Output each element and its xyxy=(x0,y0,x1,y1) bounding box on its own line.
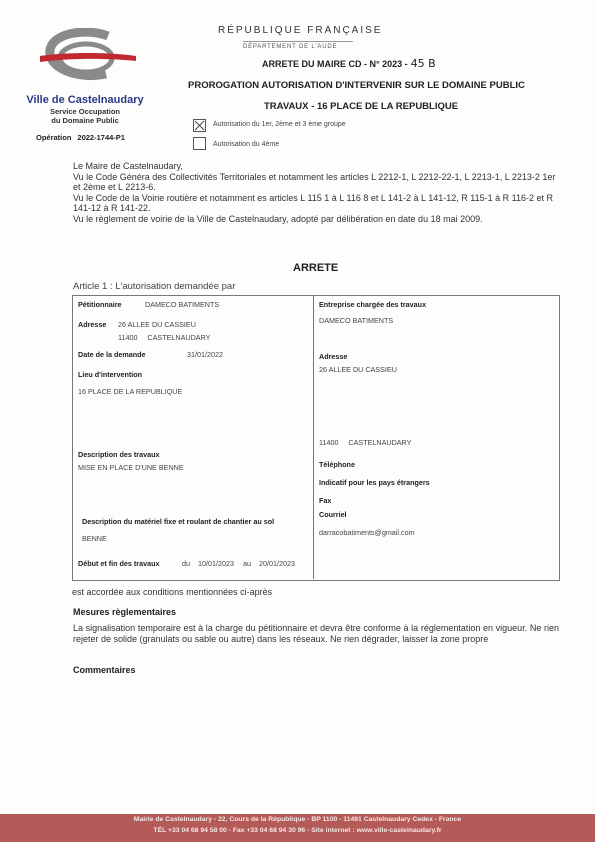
date-demande-value: 31/01/2022 xyxy=(187,350,223,359)
preamble-line: Vu le Code Généra des Collectivités Territoriales et notamment les articles L 2212-1, L 2212-22-1, L 2213-1, L 2213-2 1er et 2ème et L 2213-6. xyxy=(73,171,556,192)
courriel-label: Courriel xyxy=(319,510,347,519)
operation-label: Opération xyxy=(36,133,72,142)
date-demande-label: Date de la demande xyxy=(78,350,146,359)
indicatif-label: Indicatif pour les pays étrangers xyxy=(319,478,430,487)
lieu-label: Lieu d'intervention xyxy=(78,370,143,379)
service-line-2: du Domaine Public xyxy=(51,116,119,125)
department-heading: DÉPARTEMENT DE L'AUDE xyxy=(243,44,338,50)
checkbox-group-4[interactable] xyxy=(193,137,206,150)
adresse-line-2: 11400 CASTELNAUDARY xyxy=(118,333,211,342)
preamble xyxy=(73,161,563,224)
preamble-line: Vu le Code de la Voirie routière et notamment es articles L 115 1 à L 116 8 et L 141-2 à L 141-12, R 115-1 à R 116-2 et R 141-12 à R 141-22. xyxy=(73,192,553,213)
description-value: MISE EN PLACE D'UNE BENNE xyxy=(78,463,184,472)
form-column-divider xyxy=(313,295,314,579)
prorogation-title: PROROGATION AUTORISATION D'INTERVENIR SUR LE DOMAINE PUBLIC xyxy=(188,80,525,91)
au-label: au xyxy=(243,559,251,568)
adresse2-value: 26 ALLEE DU CASSIEU xyxy=(319,365,397,374)
article-1: Article 1 : L'autorisation demandée par xyxy=(73,281,236,292)
city-logo xyxy=(38,28,138,92)
service-name xyxy=(25,107,145,125)
arrete-handwritten-number: 45 B xyxy=(410,57,436,70)
petitionnaire-value: DAMECO BATIMENTS xyxy=(145,300,220,309)
entreprise-value: DAMECO BATIMENTS xyxy=(319,316,394,325)
petitionnaire-label: Pétitionnaire xyxy=(78,300,122,309)
department-divider xyxy=(243,41,353,42)
arrete-title: ARRETE xyxy=(293,262,339,274)
preamble-line: Vu le règlement de voirie de la Ville de Castelnaudary, adopté par délibération en date du 18 mai 2009. xyxy=(73,213,483,224)
adresse-label: Adresse xyxy=(78,320,107,329)
service-line-1: Service Occupation xyxy=(49,107,121,116)
mesures-title: Mesures règlementaires xyxy=(73,607,177,617)
preamble-line: Le Maire de Castelnaudary, xyxy=(73,161,183,171)
lieu-value: 16 PLACE DE LA REPUBLIQUE xyxy=(78,387,183,396)
city-name: Ville de Castelnaudary xyxy=(26,94,144,106)
fax-label: Fax xyxy=(319,496,332,505)
travaux-title: TRAVAUX - 16 PLACE DE LA REPUBLIQUE xyxy=(264,101,459,112)
accordee-text: est accordée aux conditions mentionnées ci-après xyxy=(72,587,273,597)
materiel-label: Description du matériel fixe et roulant de chantier au sol xyxy=(82,517,275,526)
operation-number: 2022-1744-P1 xyxy=(77,133,125,142)
checkbox-label-group-4: Autorisation du 4ème xyxy=(213,141,280,148)
debut-fin-label: Début et fin des travaux xyxy=(78,559,160,568)
commentaires-title: Commentaires xyxy=(73,665,136,675)
adresse2-label: Adresse xyxy=(319,352,348,361)
footer-contact: TÉL +33 04 68 94 58 00 - Fax +33 04 68 94 30 96 - Site internet : www.ville-castelnaudary.fr xyxy=(153,827,442,834)
checkbox-label-groups-1-3: Autorisation du 1er, 2ème et 3 ème groupe xyxy=(213,121,346,128)
date-debut: 10/01/2023 xyxy=(198,559,234,568)
du-label: du xyxy=(182,559,190,568)
arrete-number-text: ARRETE DU MAIRE CD - N° 2023 - xyxy=(262,59,408,69)
operation-line xyxy=(36,133,125,142)
entreprise-label: Entreprise chargée des travaux xyxy=(319,300,427,309)
mesures-text: La signalisation temporaire est à la charge du pétitionnaire et devra être conforme à la réglementation en vigueur. Ne rien rejeter de solide (granulats ou sable ou autre) dans les réseaux. Ne rien dégrader, laisser la zone propre xyxy=(73,623,559,644)
telephone-label: Téléphone xyxy=(319,460,355,469)
courriel-value: darracobatiments@gmail.com xyxy=(319,528,415,537)
republic-heading: RÉPUBLIQUE FRANÇAISE xyxy=(218,25,383,36)
footer-address: Mairie de Castelnaudary - 22, Cours de la République - BP 1100 - 11491 Castelnaudary Cedex - France xyxy=(133,816,462,823)
code-postal-ville: 11400 CASTELNAUDARY xyxy=(319,438,412,447)
arrete-number xyxy=(262,57,436,70)
adresse-line-1: 26 ALLEE DU CASSIEU xyxy=(118,320,196,329)
description-label: Description des travaux xyxy=(78,450,160,459)
date-fin: 20/01/2023 xyxy=(259,559,295,568)
check-x-icon xyxy=(194,120,205,131)
checkbox-groups-1-3[interactable] xyxy=(193,119,206,132)
materiel-value: BENNE xyxy=(82,534,107,543)
